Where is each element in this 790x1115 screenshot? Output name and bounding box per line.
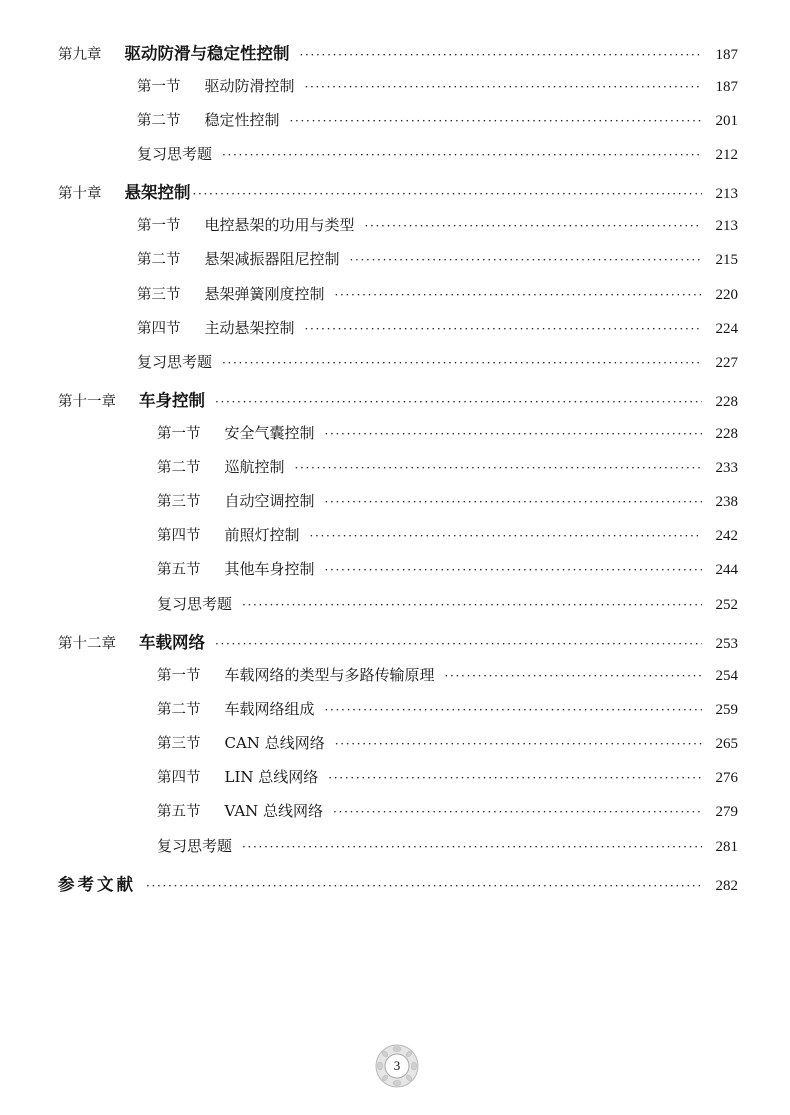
review-title: 复习思考题: [157, 837, 233, 855]
dot-leader: [146, 879, 702, 893]
section-title: 车载网络组成: [224, 700, 315, 718]
section-title: 悬架弹簧刚度控制: [204, 285, 325, 303]
page-number: 228: [715, 394, 738, 410]
page-number: 265: [715, 736, 738, 752]
section-number: 第三节: [137, 287, 181, 303]
page-number: 242: [715, 528, 738, 544]
dot-leader: [325, 563, 702, 577]
page-number: 244: [715, 562, 738, 578]
toc-entry-section[interactable]: [137, 214, 738, 235]
toc-entry-section[interactable]: [157, 456, 738, 477]
page-number: 253: [715, 636, 738, 652]
dot-leader: [295, 461, 702, 475]
dot-leader: [325, 495, 702, 509]
dot-leader: [325, 703, 702, 717]
section-title: VAN 总线网络: [224, 802, 324, 820]
toc-entry-section[interactable]: [157, 732, 738, 753]
section-title: 稳定性控制: [204, 111, 280, 129]
toc-entry-section[interactable]: [157, 664, 738, 685]
dot-leader: [305, 80, 702, 94]
toc-entry-section[interactable]: [157, 766, 738, 787]
dot-leader: [445, 669, 702, 683]
dot-leader: [335, 737, 702, 751]
section-title: 驱动防滑控制: [204, 77, 295, 95]
page-number: 276: [715, 770, 738, 786]
dot-leader: [242, 598, 702, 612]
toc-entry-section[interactable]: [157, 490, 738, 511]
dot-leader: [242, 840, 702, 854]
section-number: 第四节: [137, 321, 181, 337]
dot-leader: [305, 322, 702, 336]
toc-entry-chapter-12[interactable]: [58, 629, 738, 653]
page-number: 228: [715, 426, 738, 442]
dot-leader: [365, 219, 702, 233]
section-number: 第二节: [157, 702, 201, 718]
toc-entry-chapter-11[interactable]: [58, 387, 738, 411]
toc-entry-review[interactable]: [137, 143, 738, 164]
section-title: LIN 总线网络: [224, 768, 319, 786]
chapter-title: 车身控制: [139, 391, 205, 410]
section-title: 前照灯控制: [224, 526, 300, 544]
page-number: 187: [715, 79, 738, 95]
toc-entry-section[interactable]: [137, 109, 738, 130]
chapter-title: 驱动防滑与稳定性控制: [124, 44, 290, 63]
section-title: 电控悬架的功用与类型: [204, 216, 355, 234]
review-title: 复习思考题: [137, 145, 213, 163]
section-number: 第三节: [157, 736, 201, 752]
chapter-number: 第十章: [58, 186, 102, 202]
toc-entry-section[interactable]: [157, 800, 738, 821]
toc-entry-section[interactable]: [137, 317, 738, 338]
chapter-title: 悬架控制: [124, 183, 191, 202]
toc-entry-review[interactable]: [137, 351, 738, 372]
page-number: 213: [715, 186, 738, 202]
chapter-number: 第十二章: [58, 636, 116, 652]
section-number: 第四节: [157, 770, 201, 786]
toc-entry-review[interactable]: [157, 835, 738, 856]
page-number: 227: [715, 355, 738, 371]
toc-entry-review[interactable]: [157, 593, 738, 614]
page-number-badge: [375, 1044, 419, 1088]
dot-leader: [215, 395, 702, 409]
toc-entry-chapter-9[interactable]: [58, 40, 738, 64]
page-number: 224: [715, 321, 738, 337]
section-number: 第四节: [157, 528, 201, 544]
page-number: 201: [715, 113, 738, 129]
section-number: 第一节: [157, 426, 201, 442]
toc-entry-section[interactable]: [137, 75, 738, 96]
dot-leader: [325, 427, 702, 441]
section-title: 悬架减振器阻尼控制: [204, 250, 340, 268]
section-title: 其他车身控制: [224, 560, 315, 578]
dot-leader: [328, 771, 702, 785]
section-number: 第三节: [157, 494, 201, 510]
dot-leader: [333, 805, 702, 819]
toc-entry-chapter-10[interactable]: [58, 179, 738, 203]
page-number: 220: [715, 287, 738, 303]
dot-leader: [350, 253, 702, 267]
section-number: 第二节: [137, 252, 181, 268]
toc-entry-section[interactable]: [157, 422, 738, 443]
section-number: 第二节: [137, 113, 181, 129]
dot-leader: [290, 114, 702, 128]
dot-leader: [222, 356, 702, 370]
section-title: CAN 总线网络: [224, 734, 325, 752]
dot-leader: [310, 529, 702, 543]
toc-entry-section[interactable]: [157, 524, 738, 545]
footer-page-number: 3: [393, 1058, 401, 1073]
page-number: 259: [715, 702, 738, 718]
page-number: 281: [715, 839, 738, 855]
page-number: 282: [715, 878, 738, 894]
toc-entry-section[interactable]: [137, 248, 738, 269]
references-title: 参考文献: [58, 875, 136, 894]
section-number: 第一节: [137, 79, 181, 95]
section-number: 第五节: [157, 562, 201, 578]
page-number: 212: [715, 147, 738, 163]
page-number: 238: [715, 494, 738, 510]
page-number: 213: [715, 218, 738, 234]
chapter-title: 车载网络: [139, 633, 205, 652]
section-number: 第一节: [157, 668, 201, 684]
page-number: 215: [715, 252, 738, 268]
toc-entry-references[interactable]: [58, 871, 738, 895]
page-number: 233: [715, 460, 738, 476]
chapter-number: 第九章: [58, 47, 102, 63]
page-number: 254: [715, 668, 738, 684]
section-number: 第一节: [137, 218, 181, 234]
toc-entry-section[interactable]: [157, 558, 738, 579]
section-number: 第五节: [157, 804, 201, 820]
toc-entry-section[interactable]: [137, 283, 738, 304]
chapter-number: 第十一章: [58, 394, 116, 410]
page-number: 187: [715, 47, 738, 63]
toc-entry-section[interactable]: [157, 698, 738, 719]
dot-leader: [335, 288, 702, 302]
section-title: 巡航控制: [224, 458, 285, 476]
dot-leader: [300, 48, 703, 62]
review-title: 复习思考题: [157, 595, 233, 613]
page-number: 252: [715, 597, 738, 613]
dot-leader: [193, 187, 703, 201]
dot-leader: [222, 148, 702, 162]
section-title: 自动空调控制: [224, 492, 315, 510]
section-number: 第二节: [157, 460, 201, 476]
section-title: 车载网络的类型与多路传输原理: [224, 666, 435, 684]
page-number: 279: [715, 804, 738, 820]
dot-leader: [215, 637, 702, 651]
section-title: 主动悬架控制: [204, 319, 295, 337]
review-title: 复习思考题: [137, 353, 213, 371]
section-title: 安全气囊控制: [224, 424, 315, 442]
